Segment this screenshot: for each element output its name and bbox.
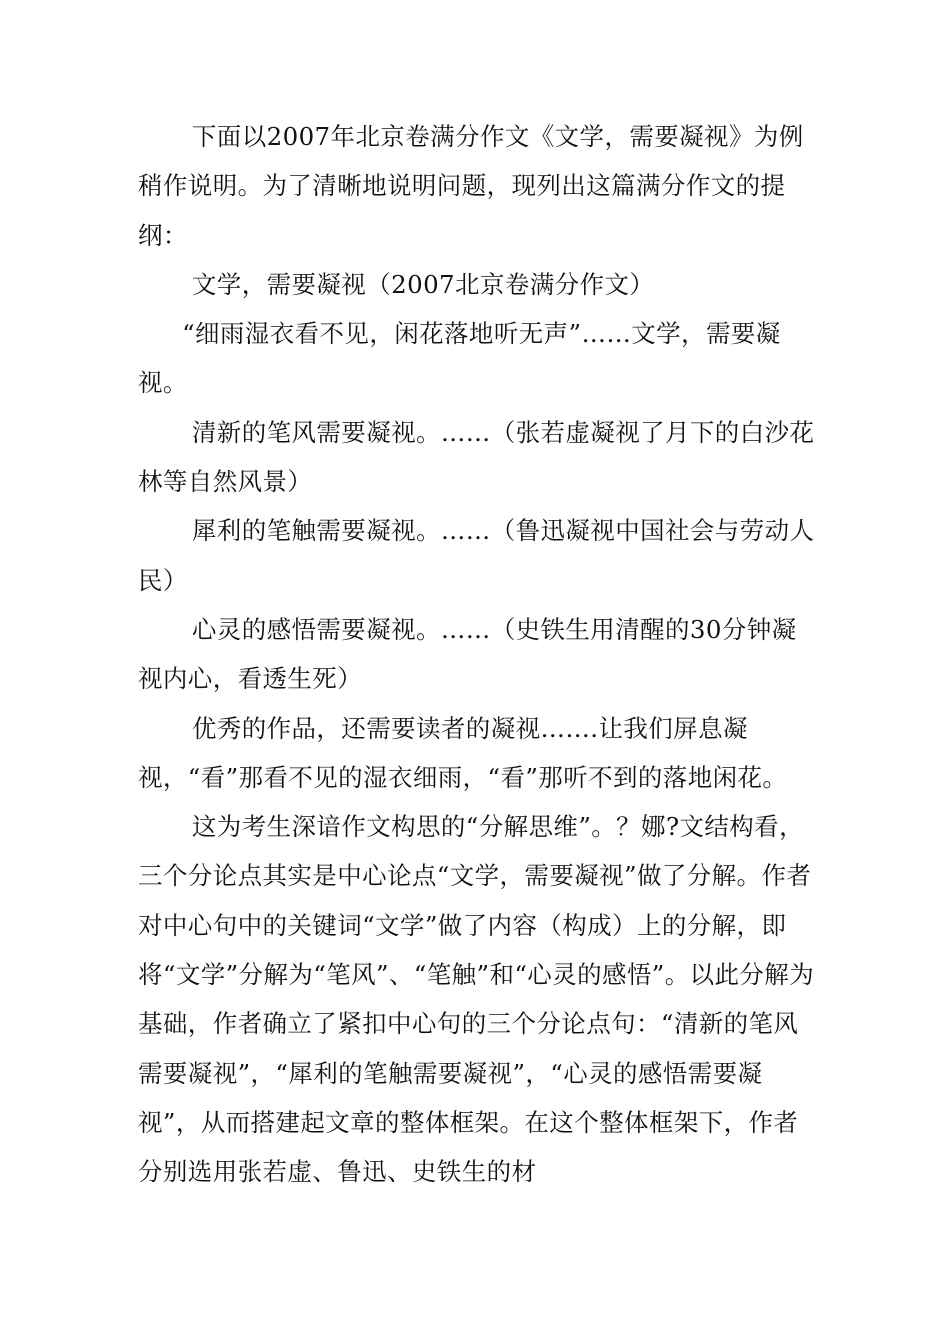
essay-conclusion: 优秀的作品，还需要读者的凝视…….让我们屏息凝视，“看”那看不见的湿衣细雨，“看”那听不到的落地闲花。 xyxy=(138,713,788,792)
outline-point-1: 清新的笔风需要凝视。……（张若虚凝视了月下的白沙花林等自然风景） xyxy=(138,417,815,497)
essay-title: 文学，需要凝视（2007北京卷满分作文） xyxy=(191,269,655,299)
body-text xyxy=(138,112,818,1197)
outline-point-2: 犀利的笔触需要凝视。……（鲁迅凝视中国社会与劳动人民） xyxy=(138,516,815,595)
analysis-paragraph: 这为考生深谙作文构思的“分解思维”。？娜?文结构看，三个分论点其实是中心论点“文学，需要凝视”做了分解。作者对中心句中的关键词“文学”做了内容（构成）上的分解，即将“文学”分解为“笔风”、“笔触”和“心灵的感悟”。以此分解为基础，作者确立了紧扣中心句的三个分论点句：“清新的笔风需要凝视”，“犀利的笔触需要凝视”，“心灵的感悟需要凝视”，从而搭建起文章的整体框架。在这个整体框架下，作者分别选用张若虚、鲁迅、史铁生的材 xyxy=(138,812,815,1187)
outline-point-3: 心灵的感悟需要凝视。……（史铁生用清醒的30分钟凝视内心，看透生死） xyxy=(138,614,797,694)
intro-paragraph: 下面以2007年北京卷满分作文《文学，需要凝视》为例稍作说明。为了清晰地说明问题，现列出这篇满分作文的提纲： xyxy=(138,122,804,250)
essay-opening-quote: “细雨湿衣看不见，闲花落地听无声”……文学，需要凝视。 xyxy=(138,319,781,398)
